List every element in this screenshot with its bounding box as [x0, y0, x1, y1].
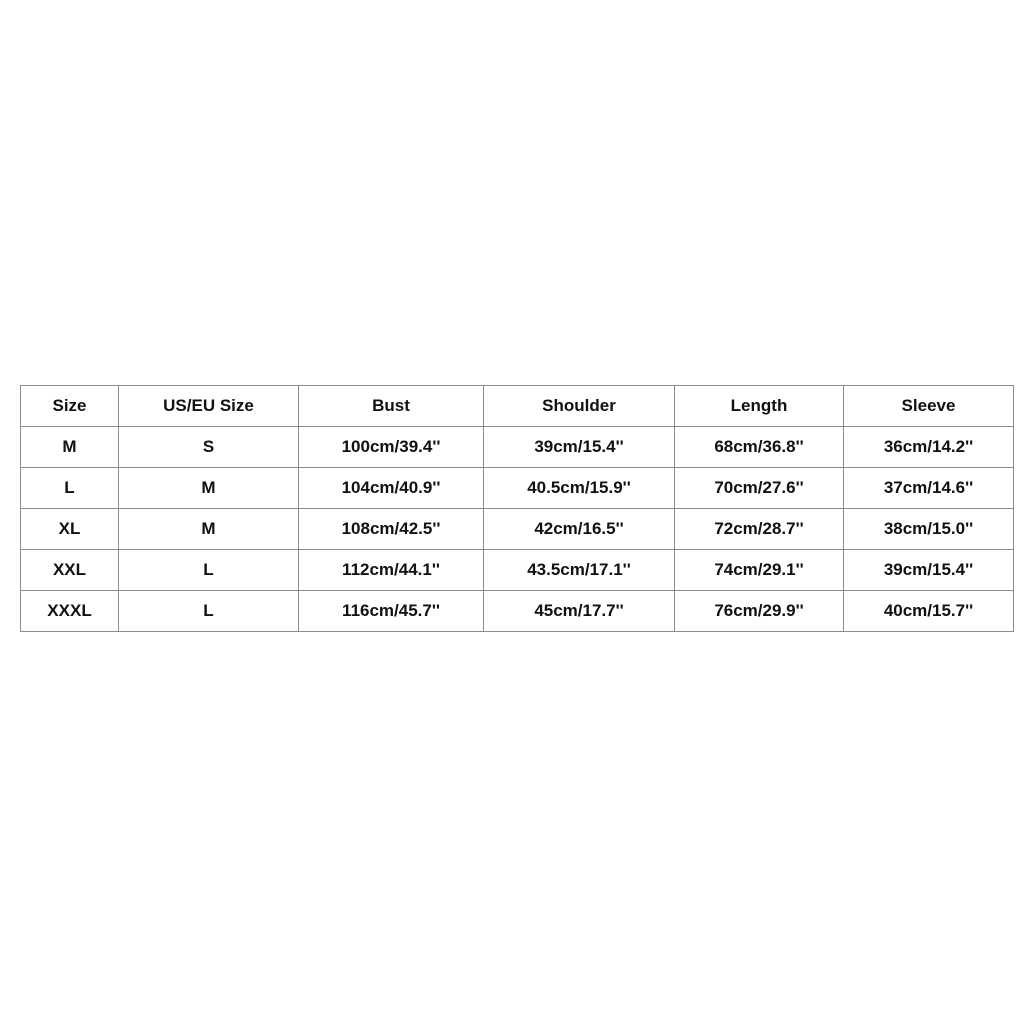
cell-bust: 116cm/45.7''	[299, 591, 484, 632]
cell-bust: 104cm/40.9''	[299, 468, 484, 509]
table-row	[21, 468, 1014, 509]
cell-sleeve: 36cm/14.2''	[844, 427, 1014, 468]
header-row	[21, 386, 1014, 427]
cell-us-eu-size: M	[119, 509, 299, 550]
cell-length: 72cm/28.7''	[675, 509, 844, 550]
cell-length: 76cm/29.9''	[675, 591, 844, 632]
cell-sleeve: 40cm/15.7''	[844, 591, 1014, 632]
cell-shoulder: 40.5cm/15.9''	[484, 468, 675, 509]
cell-size: XXL	[21, 550, 119, 591]
cell-length: 68cm/36.8''	[675, 427, 844, 468]
cell-bust: 100cm/39.4''	[299, 427, 484, 468]
cell-us-eu-size: L	[119, 550, 299, 591]
cell-shoulder: 45cm/17.7''	[484, 591, 675, 632]
table-row	[21, 427, 1014, 468]
cell-size: L	[21, 468, 119, 509]
header-length: Length	[675, 386, 844, 427]
table-row	[21, 550, 1014, 591]
cell-size: XL	[21, 509, 119, 550]
cell-sleeve: 37cm/14.6''	[844, 468, 1014, 509]
header-us-eu-size: US/EU Size	[119, 386, 299, 427]
cell-us-eu-size: L	[119, 591, 299, 632]
header-size: Size	[21, 386, 119, 427]
table-row	[21, 509, 1014, 550]
size-chart-table	[20, 385, 1014, 632]
cell-size: M	[21, 427, 119, 468]
cell-size: XXXL	[21, 591, 119, 632]
cell-shoulder: 42cm/16.5''	[484, 509, 675, 550]
cell-length: 70cm/27.6''	[675, 468, 844, 509]
cell-us-eu-size: M	[119, 468, 299, 509]
cell-shoulder: 43.5cm/17.1''	[484, 550, 675, 591]
cell-us-eu-size: S	[119, 427, 299, 468]
cell-length: 74cm/29.1''	[675, 550, 844, 591]
cell-shoulder: 39cm/15.4''	[484, 427, 675, 468]
header-sleeve: Sleeve	[844, 386, 1014, 427]
cell-sleeve: 38cm/15.0''	[844, 509, 1014, 550]
cell-sleeve: 39cm/15.4''	[844, 550, 1014, 591]
header-bust: Bust	[299, 386, 484, 427]
cell-bust: 108cm/42.5''	[299, 509, 484, 550]
header-shoulder: Shoulder	[484, 386, 675, 427]
table-row	[21, 591, 1014, 632]
cell-bust: 112cm/44.1''	[299, 550, 484, 591]
